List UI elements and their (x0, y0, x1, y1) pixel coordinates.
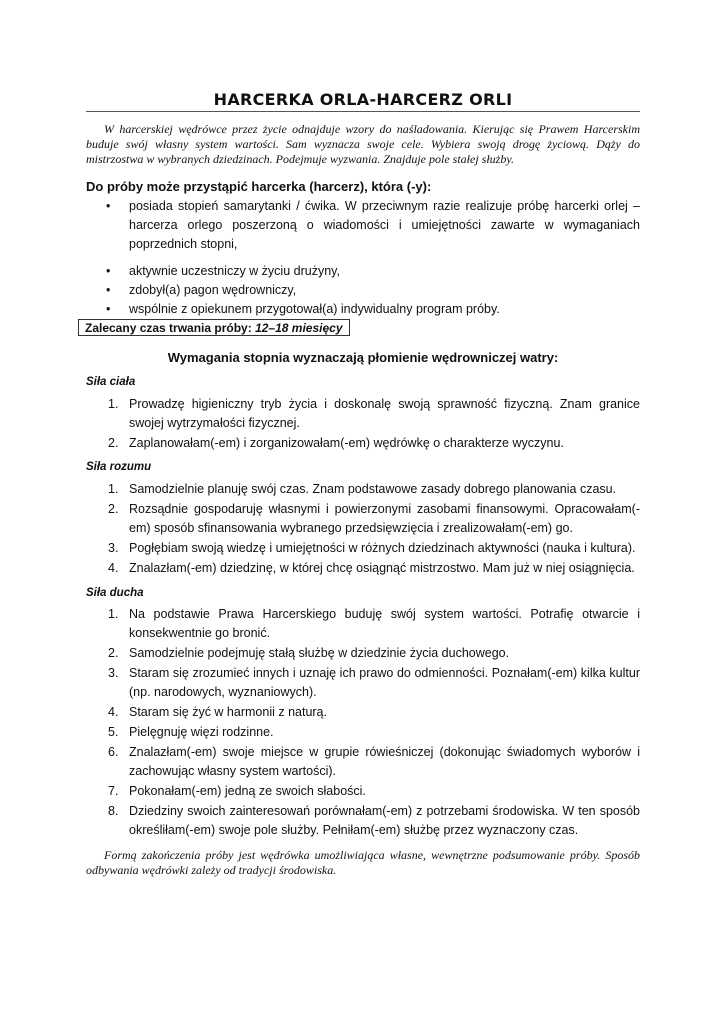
duration-value: 12–18 miesięcy (255, 321, 343, 335)
list-item (86, 644, 640, 663)
document-title: HARCERKA ORLA-HARCERZ ORLI (213, 90, 513, 109)
item-text: Samodzielnie planuję swój czas. Znam podstawowe zasady dobrego planowania czasu. (129, 482, 617, 496)
item-number: 6. (108, 745, 119, 759)
list-item (86, 664, 640, 702)
item-text: Dziedziny swoich zainteresowań porównałam(-em) z potrzebami środowiska. W ten sposób określiłam(-em) swoje pole służby. Pełniłam(-em) służbę przez wyznaczony czas. (129, 804, 640, 837)
conditions-item-text: wspólnie z opiekunem przygotował(a) indywidualny program próby. (129, 302, 500, 316)
list-item (86, 605, 640, 643)
item-number: 3. (108, 666, 119, 680)
conditions-item-text: aktywnie uczestniczy w życiu drużyny, (129, 264, 340, 278)
duration-label: Zalecany czas trwania próby: (85, 321, 252, 335)
item-text: Pokonałam(-em) jedną ze swoich słabości. (129, 784, 366, 798)
conditions-item (86, 262, 640, 281)
conditions-item-text: posiada stopień samarytanki / ćwika. W przeciwnym razie realizuje próbę harcerki orlej – harcerza orlego poszerzoną o wiadomości i umiejętności zawarte w wymaganiach poprzednich stopni, (129, 199, 640, 251)
item-text: Znalazłam(-em) swoje miejsce w grupie rówieśniczej (dokonując świadomych wyborów i zachowując własny system wartości). (129, 745, 640, 778)
list-item (86, 480, 640, 499)
item-text: Staram się zrozumieć innych i uznaję ich prawo do odmienności. Poznałam(-em) kilka kultur (np. narodowych, wyznaniowych). (129, 666, 640, 699)
list-item (86, 434, 640, 453)
item-text: Prowadzę higieniczny tryb życia i doskonalę swoją sprawność fizyczną. Znam granice swojej wytrzymałości fizycznej. (129, 397, 640, 430)
intro-paragraph: W harcerskiej wędrówce przez życie odnajduje wzory do naśladowania. Kierując się Prawem Harcerskim buduje swój własny system wartości. Sam wyznacza swoje cele. Wybiera swoją drogę życiową. Dąży do mistrzostwa w wybranych dziedzinach. Podejmuje wyzwania. Znajduje pole stałej służby. (86, 122, 640, 166)
bullet-icon: • (106, 264, 111, 278)
bullet-icon: • (106, 283, 111, 297)
title-underline (86, 111, 640, 112)
section-label-body: Siła ciała (86, 376, 136, 388)
bullet-icon: • (106, 302, 111, 316)
item-number: 2. (108, 502, 119, 516)
list-item (86, 500, 640, 538)
item-number: 1. (108, 482, 119, 496)
conditions-list (86, 197, 640, 319)
section-list-body (86, 395, 640, 454)
list-item (86, 723, 640, 742)
list-item (86, 782, 640, 801)
item-number: 2. (108, 646, 119, 660)
item-text: Zaplanowałam(-em) i zorganizowałam(-em) wędrówkę o charakterze wyczynu. (129, 436, 564, 450)
item-text: Pogłębiam swoją wiedzę i umiejętności w różnych dziedzinach aktywności (nauka i kultura). (129, 541, 636, 555)
item-number: 3. (108, 541, 119, 555)
item-number: 1. (108, 397, 119, 411)
section-list-spirit (86, 605, 640, 841)
requirements-heading: Wymagania stopnia wyznaczają płomienie wędrowniczej watry: (167, 350, 559, 365)
list-item (86, 703, 640, 722)
item-number: 8. (108, 804, 119, 818)
item-text: Na podstawie Prawa Harcerskiego buduję swój system wartości. Potrafię otwarcie i konsekwentnie go bronić. (129, 607, 640, 640)
item-number: 4. (108, 561, 119, 575)
item-number: 7. (108, 784, 119, 798)
section-list-mind (86, 480, 640, 579)
item-text: Staram się żyć w harmonii z naturą. (129, 705, 327, 719)
conditions-item (86, 281, 640, 300)
conditions-heading: Do próby może przystąpić harcerka (harcerz), która (-y): (86, 179, 432, 194)
list-item (86, 559, 640, 578)
item-number: 4. (108, 705, 119, 719)
item-text: Samodzielnie podejmuję stałą służbę w dziedzinie życia duchowego. (129, 646, 510, 660)
list-item (86, 539, 640, 558)
duration-box (78, 319, 350, 336)
list-item (86, 395, 640, 433)
conditions-item (86, 300, 640, 319)
list-item (86, 802, 640, 840)
conditions-item (86, 197, 640, 254)
item-text: Znalazłam(-em) dziedzinę, w której chcę osiągnąć mistrzostwo. Mam już w niej osiągnięcia. (129, 561, 635, 575)
item-number: 1. (108, 607, 119, 621)
bullet-icon: • (106, 199, 111, 213)
closing-paragraph: Formą zakończenia próby jest wędrówka umożliwiająca własne, wewnętrzne podsumowanie próby. Sposób odbywania wędrówki zależy od tradycji środowiska. (86, 848, 640, 877)
conditions-item-text: zdobył(a) pagon wędrowniczy, (129, 283, 297, 297)
item-text: Pielęgnuję więzi rodzinne. (129, 725, 274, 739)
item-text: Rozsądnie gospodaruję własnymi i powierzonymi zasobami finansowymi. Opracowałam(-em) sposób sfinansowania wybranego przedsięwzięcia i zrealizowałam(-em) go. (129, 502, 640, 535)
list-item (86, 743, 640, 781)
item-number: 2. (108, 436, 119, 450)
section-label-spirit: Siła ducha (86, 587, 144, 599)
item-number: 5. (108, 725, 119, 739)
section-label-mind: Siła rozumu (86, 461, 152, 473)
